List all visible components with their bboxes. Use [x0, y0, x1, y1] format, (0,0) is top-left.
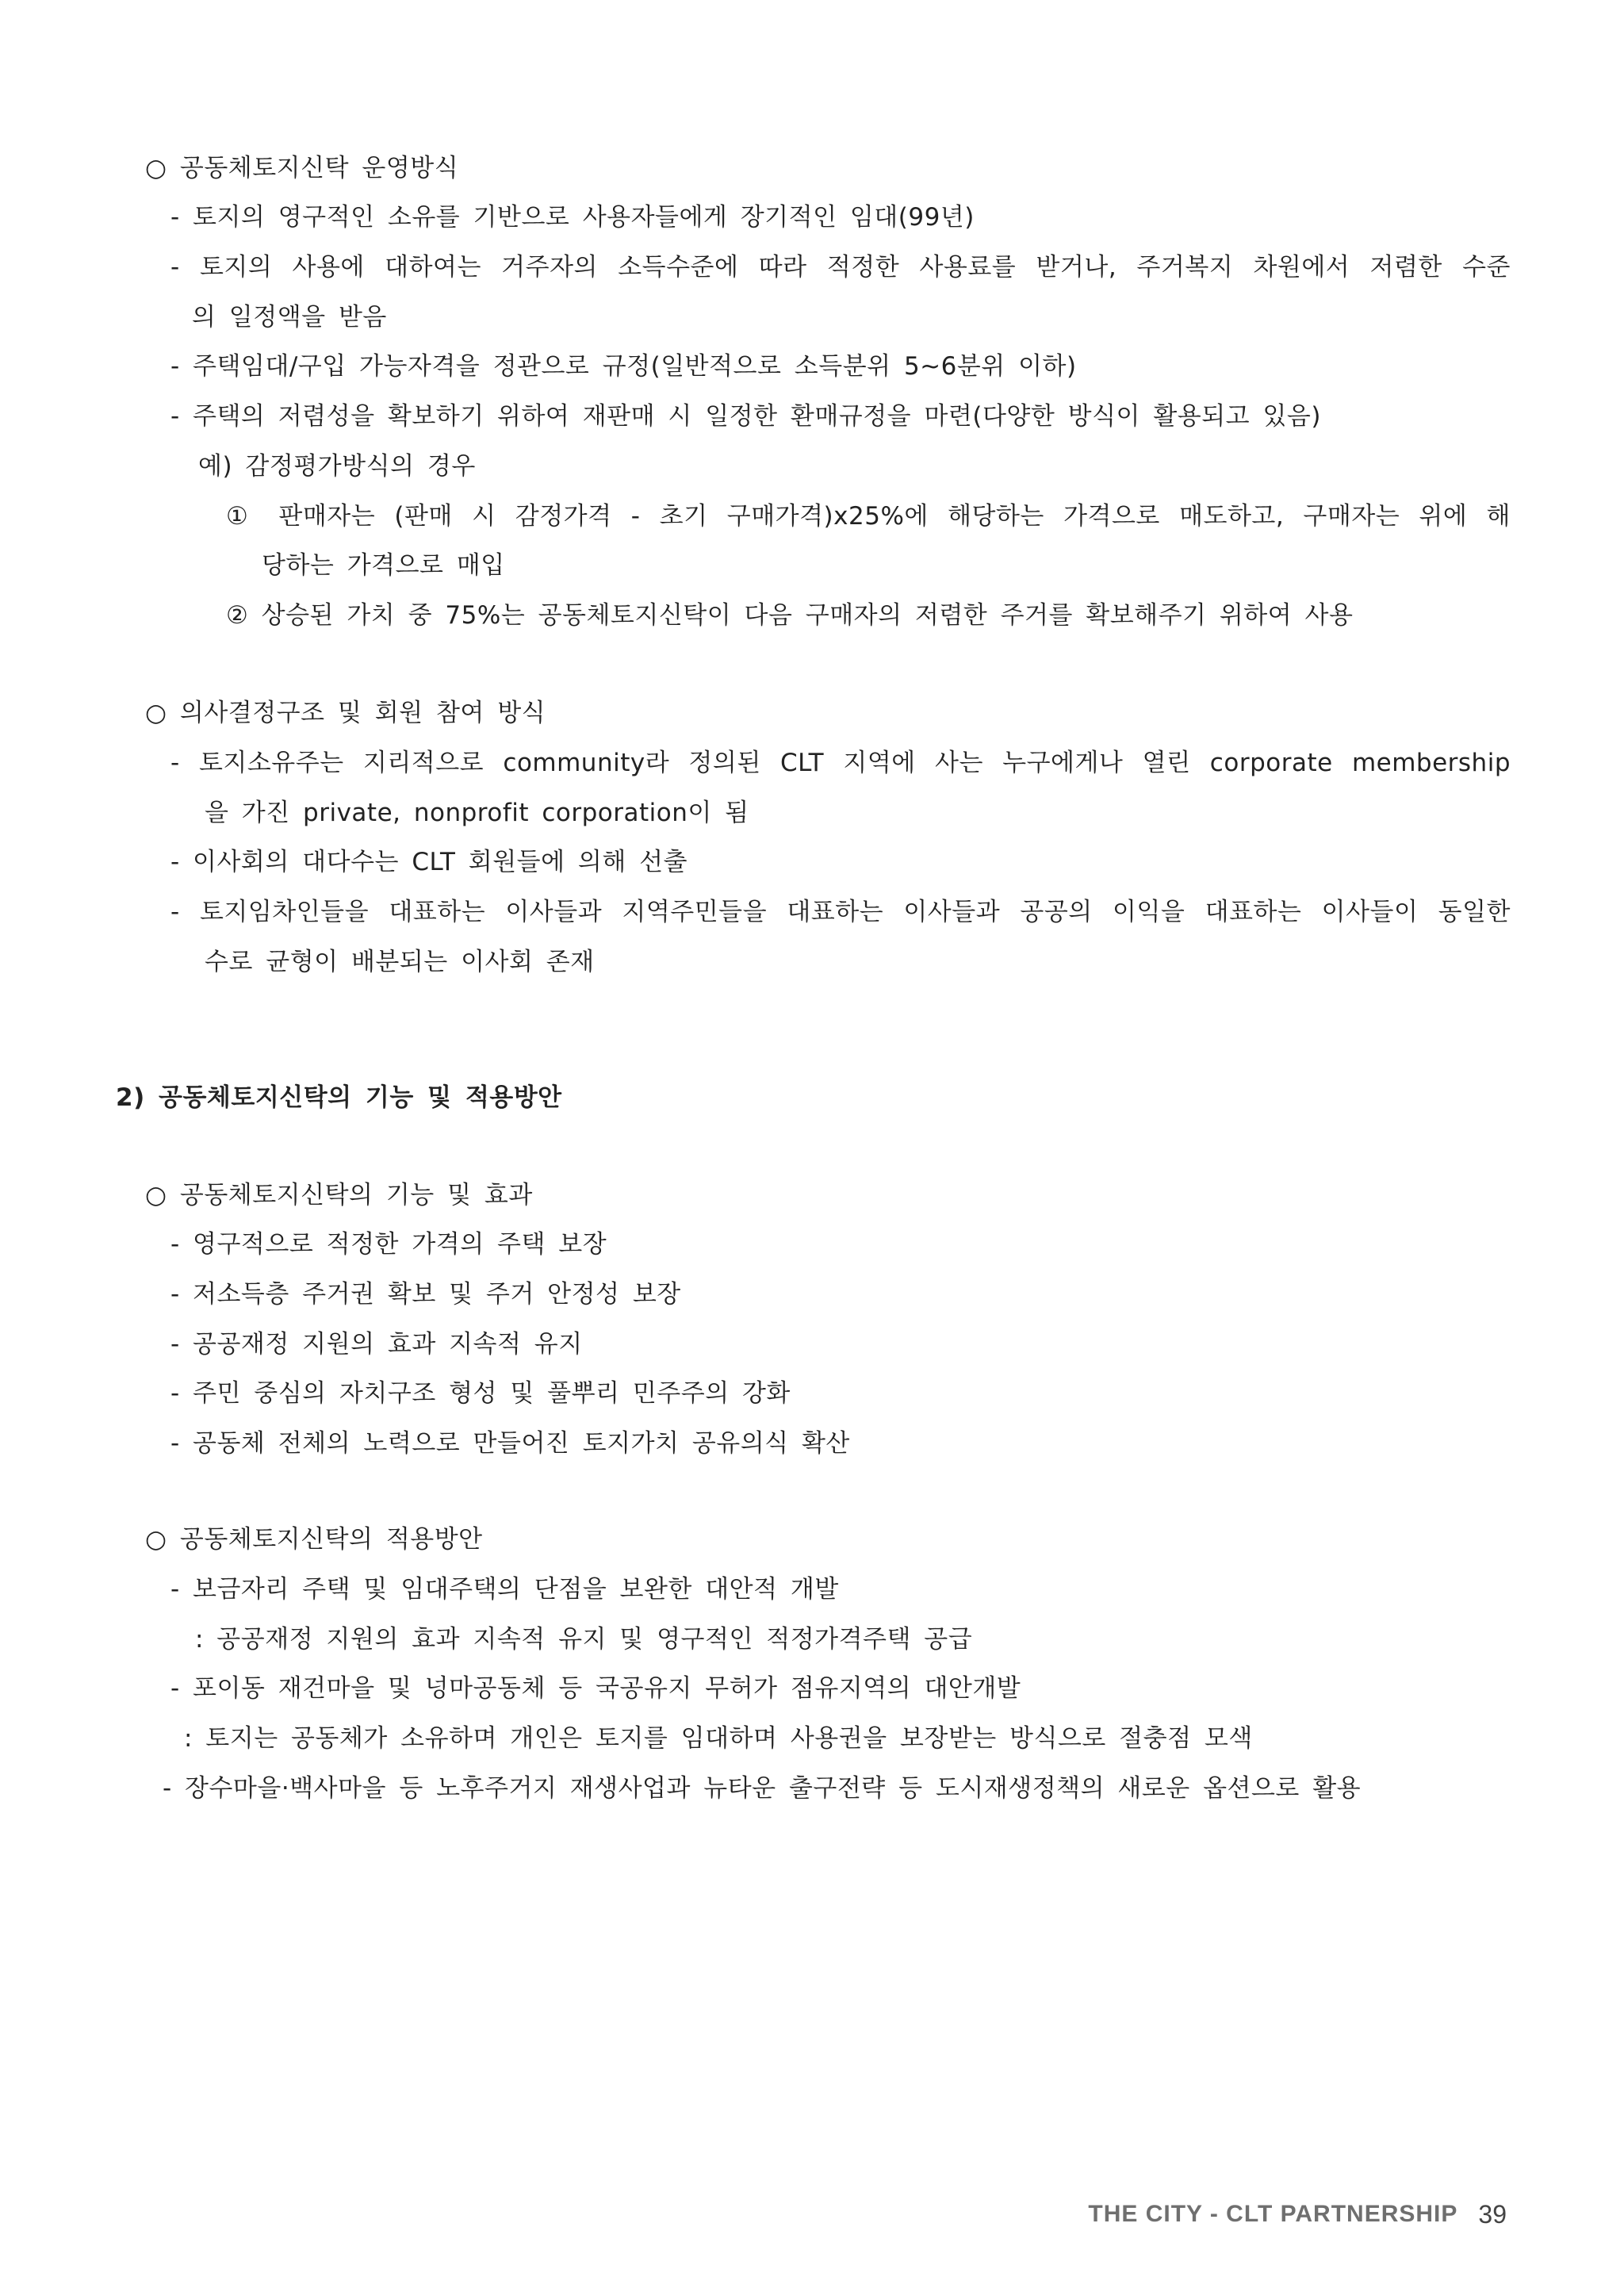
application-item-3: - 장수마을·백사마을 등 노후주거지 재생사업과 뉴타운 출구전략 등 도시재생정책의 새로운 옵션으로 활용: [163, 1774, 1362, 1803]
functions-item-3: - 공공재정 지원의 효과 지속적 유지: [170, 1330, 583, 1359]
operation-example-1: ① 판매자는 (판매 시 감정가격 - 초기 구매가격)x25%에 해당하는 가격으로 매도하고, 구매자는 위에 해: [226, 502, 1511, 531]
page-number: 39: [1478, 2199, 1507, 2229]
governance-item-3-cont: 수로 균형이 배분되는 이사회 존재: [205, 948, 595, 976]
governance-item-1: - 토지소유주는 지리적으로 community라 정의된 CLT 지역에 사는 누구에게나 열린 corporate membership: [170, 749, 1511, 777]
functions-item-1: - 영구적으로 적정한 가격의 주택 보장: [170, 1230, 607, 1259]
governance-item-3: - 토지임차인들을 대표하는 이사들과 지역주민들을 대표하는 이사들과 공공의 이익을 대표하는 이사들이 동일한: [170, 898, 1511, 926]
operation-item-2: - 토지의 사용에 대하여는 거주자의 소득수준에 따라 적정한 사용료를 받거나, 주거복지 차원에서 저렴한 수준: [170, 253, 1511, 282]
governance-heading: ○ 의사결정구조 및 회원 참여 방식: [145, 699, 546, 727]
application-item-1-detail: : 공공재정 지원의 효과 지속적 유지 및 영구적인 적정가격주택 공급: [195, 1625, 973, 1654]
application-heading: ○ 공동체토지신탁의 적용방안: [145, 1525, 483, 1554]
governance-item-2: - 이사회의 대다수는 CLT 회원들에 의해 선출: [170, 848, 688, 876]
footer-title: THE CITY - CLT PARTNERSHIP: [1088, 2201, 1458, 2227]
application-item-2-detail: : 토지는 공동체가 소유하며 개인은 토지를 임대하며 사용권을 보장받는 방식으로 절충점 모색: [184, 1724, 1253, 1753]
operation-heading: ○ 공동체토지신탁 운영방식: [145, 154, 459, 182]
operation-item-4: - 주택의 저렴성을 확보하기 위하여 재판매 시 일정한 환매규정을 마련(다양한 방식이 활용되고 있음): [170, 402, 1321, 431]
section-title: 2) 공동체토지신탁의 기능 및 적용방안: [116, 1083, 562, 1112]
governance-item-1-cont: 을 가진 private, nonprofit corporation이 됨: [205, 799, 749, 827]
functions-item-5: - 공동체 전체의 노력으로 만들어진 토지가치 공유의식 확산: [170, 1429, 850, 1458]
operation-example-1-cont: 당하는 가격으로 매입: [262, 551, 505, 580]
operation-item-3: - 주택임대/구입 가능자격을 정관으로 규정(일반적으로 소득분위 5~6분위 이하): [170, 352, 1077, 381]
functions-item-2: - 저소득층 주거권 확보 및 주거 안정성 보장: [170, 1280, 681, 1309]
operation-example-label: 예) 감정평가방식의 경우: [198, 452, 476, 481]
operation-item-1: - 토지의 영구적인 소유를 기반으로 사용자들에게 장기적인 임대(99년): [170, 203, 975, 232]
page-footer: [1088, 2197, 1507, 2232]
application-item-1: - 보금자리 주택 및 임대주택의 단점을 보완한 대안적 개발: [170, 1575, 839, 1604]
operation-item-2-cont: 의 일정액을 받음: [192, 303, 387, 332]
functions-item-4: - 주민 중심의 자치구조 형성 및 풀뿌리 민주주의 강화: [170, 1379, 791, 1408]
functions-heading: ○ 공동체토지신탁의 기능 및 효과: [145, 1181, 533, 1209]
application-item-2: - 포이동 재건마을 및 넝마공동체 등 국공유지 무허가 점유지역의 대안개발: [170, 1674, 1021, 1703]
operation-example-2: ② 상승된 가치 중 75%는 공동체토지신탁이 다음 구매자의 저렴한 주거를 확보해주기 위하여 사용: [226, 601, 1354, 630]
